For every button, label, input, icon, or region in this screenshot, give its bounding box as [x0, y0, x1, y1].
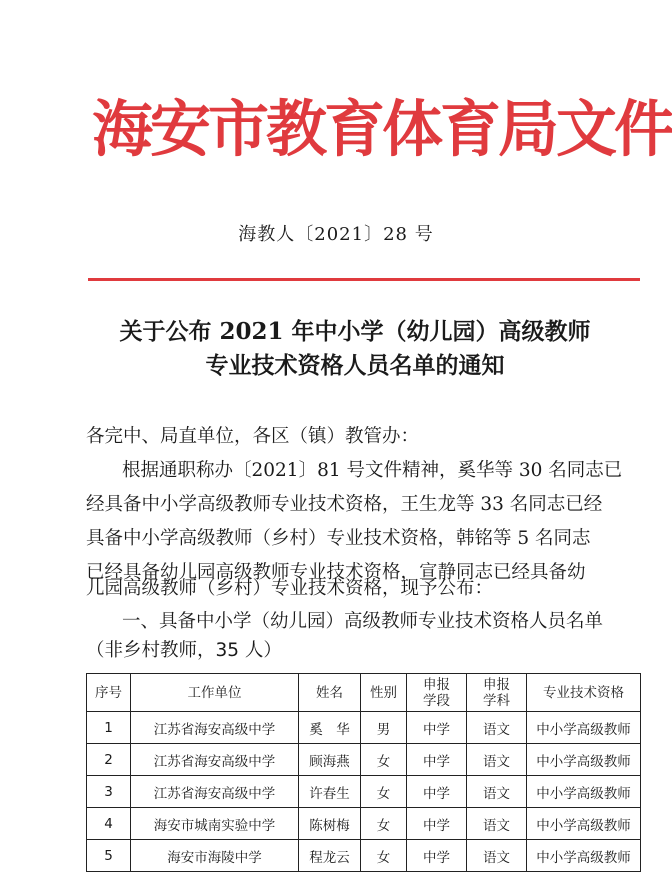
cell-gender: 女 [361, 808, 407, 840]
table-row [87, 744, 641, 776]
salutation: 各完中、局直单位，各区（镇）教管办： [86, 426, 420, 447]
cell-name: 陈树梅 [299, 808, 361, 840]
header-index: 序号 [87, 674, 131, 712]
body-line-1: 根据通职称办〔2021〕81 号文件精神，奚华等 30 名同志已 [122, 460, 623, 481]
notice-title-line-2: 专业技术资格人员名单的通知 [205, 352, 505, 379]
body-line-2: 经具备中小学高级教师专业技术资格，王生龙等 33 名同志已经 [86, 494, 603, 515]
section-subheading: （非乡村教师，35 人） [86, 640, 282, 661]
header-gender: 性别 [361, 674, 407, 712]
cell-stage: 中学 [407, 808, 467, 840]
document-masthead: 海安市教育体育局文件 [92, 94, 672, 165]
table-row [87, 712, 641, 744]
cell-subject: 语文 [467, 744, 527, 776]
cell-qualification: 中小学高级教师 [527, 840, 641, 872]
table-row [87, 840, 641, 872]
body-line-5: 儿园高级教师（乡村）专业技术资格，现予公布： [86, 578, 494, 599]
document-number: 海教人〔2021〕28 号 [238, 224, 434, 245]
table-row [87, 776, 641, 808]
cell-index: 4 [87, 808, 131, 840]
cell-work-unit: 江苏省海安高级中学 [131, 744, 299, 776]
cell-gender: 女 [361, 840, 407, 872]
cell-qualification: 中小学高级教师 [527, 712, 641, 744]
cell-index: 5 [87, 840, 131, 872]
cell-work-unit: 江苏省海安高级中学 [131, 712, 299, 744]
cell-subject: 语文 [467, 840, 527, 872]
notice-title-line-1: 关于公布 2021 年中小学（幼儿园）高级教师 [119, 318, 591, 345]
cell-subject: 语文 [467, 712, 527, 744]
header-stage: 申报 学段 [407, 674, 467, 712]
cell-gender: 女 [361, 776, 407, 808]
cell-gender: 女 [361, 744, 407, 776]
cell-name: 程龙云 [299, 840, 361, 872]
header-qualification: 专业技术资格 [527, 674, 641, 712]
cell-name: 顾海燕 [299, 744, 361, 776]
cell-index: 1 [87, 712, 131, 744]
cell-subject: 语文 [467, 776, 527, 808]
cell-name: 奚 华 [299, 712, 361, 744]
cell-name: 许春生 [299, 776, 361, 808]
header-work-unit: 工作单位 [131, 674, 299, 712]
cell-work-unit: 海安市城南实验中学 [131, 808, 299, 840]
section-heading: 一、具备中小学（幼儿园）高级教师专业技术资格人员名单 [122, 611, 604, 632]
cell-index: 3 [87, 776, 131, 808]
cell-qualification: 中小学高级教师 [527, 808, 641, 840]
cell-qualification: 中小学高级教师 [527, 776, 641, 808]
cell-stage: 中学 [407, 840, 467, 872]
cell-stage: 中学 [407, 776, 467, 808]
notice-title [60, 315, 650, 383]
cell-subject: 语文 [467, 808, 527, 840]
table-header-row [87, 674, 641, 712]
header-subject: 申报 学科 [467, 674, 527, 712]
cell-stage: 中学 [407, 712, 467, 744]
cell-qualification: 中小学高级教师 [527, 744, 641, 776]
body-line-3: 具备中小学高级教师（乡村）专业技术资格，韩铭等 5 名同志 [86, 528, 591, 549]
header-name: 姓名 [299, 674, 361, 712]
cell-gender: 男 [361, 712, 407, 744]
cell-work-unit: 海安市海陵中学 [131, 840, 299, 872]
cell-index: 2 [87, 744, 131, 776]
cell-work-unit: 江苏省海安高级中学 [131, 776, 299, 808]
table-row [87, 808, 641, 840]
red-divider-line [88, 278, 640, 281]
cell-stage: 中学 [407, 744, 467, 776]
body-line-4: 已经具备幼儿园高级教师专业技术资格，宣静同志已经具备幼 [86, 562, 586, 583]
teacher-roster-table [86, 673, 641, 872]
